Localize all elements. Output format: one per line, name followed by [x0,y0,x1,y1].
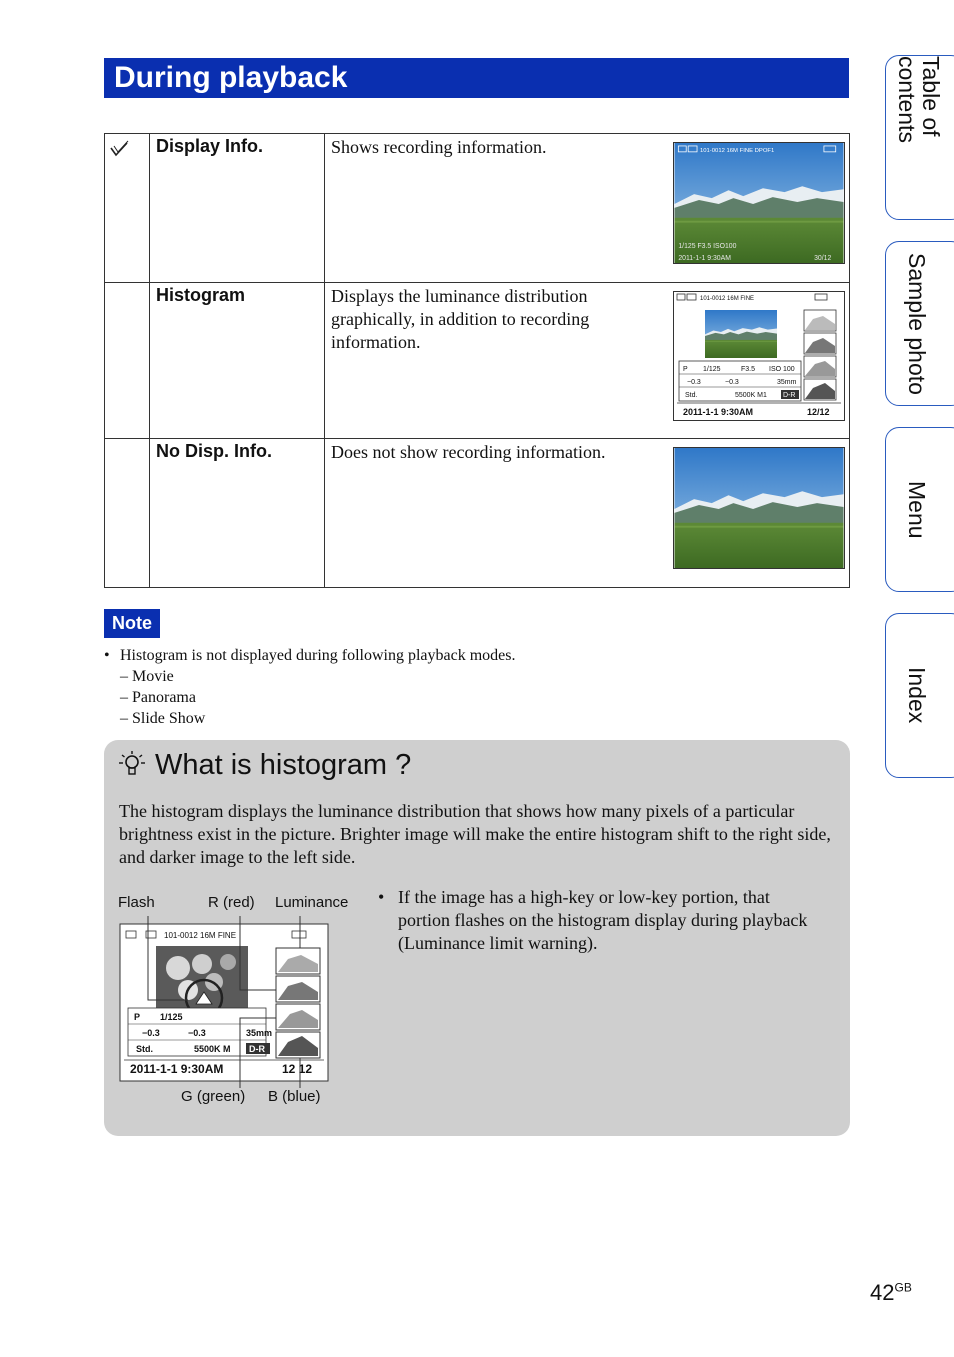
note-item: Panorama [132,689,196,706]
note-label: Note [104,609,160,638]
thumb1-datetime: 2011-1-1 9:30AM [678,255,731,263]
list-item: – Panorama [120,689,196,706]
thumb1-top-info: 101-0012 16M FINE DPOF1 [699,147,775,154]
figure-exposure-comp: −0.3 [142,1028,160,1038]
tab-table-of-contents[interactable] [885,55,954,220]
figure-creative-style: Std. [136,1044,153,1054]
table-row [105,439,850,588]
blue-label: B (blue) [268,1088,321,1105]
mode-name: Histogram [156,285,246,305]
thumb2-iso: ISO 100 [769,366,795,373]
table-row [105,283,850,439]
check-cell [105,439,150,588]
thumb2-exposure-comp: −0.3 [687,379,701,386]
check-cell [105,283,150,439]
table-row [105,134,850,283]
tip-bullet-text: If the image has a high-key or low-key portion, that portion flashes on the histogram display during playback (Luminance limit warning). [398,887,808,953]
tip-title: What is histogram ? [155,749,412,781]
note-item: Movie [132,668,174,685]
thumb2-aperture: F3.5 [741,366,756,373]
thumb2-focal-length: 35mm [777,379,797,386]
thumb2-creative-style: Std. [685,392,698,399]
checkmark-icon [105,134,149,164]
tip-bullet: • If the image has a high-key or low-key portion, that portion flashes on the histogram display during playback (Luminance limit warning). [378,887,808,953]
mode-name-cell [150,134,325,283]
figure-count: 12 12 [282,1062,313,1076]
mode-description-cell [325,283,850,439]
note-item: Slide Show [132,710,206,727]
tab-label: Menu [904,480,930,539]
note-bullet: • Histogram is not displayed during following playback modes. [104,647,516,664]
mode-name: Display Info. [156,136,264,156]
figure-white-balance: 5500K M [194,1044,231,1054]
thumb1-count: 30/12 [814,255,832,263]
thumb2-shutter: 1/125 [703,366,721,373]
display-info-thumbnail [673,142,845,264]
mode-name-cell [150,439,325,588]
figure-datetime: 2011-1-1 9:30AM [130,1062,224,1076]
thumb2-top-info: 101-0012 16M FINE [700,296,755,302]
lightbulb-icon [118,750,150,782]
tab-label: Sample photo [904,252,930,395]
thumb2-count: 12/12 [807,407,830,417]
check-cell [105,134,150,283]
thumb2-dro: D-R [783,392,796,399]
tab-menu[interactable] [885,427,954,592]
page-number [870,1280,912,1306]
mode-description: Shows recording information. [331,137,547,157]
tab-sample-photo[interactable] [885,241,954,406]
no-info-thumbnail [673,447,845,569]
tab-label: Table of contents [894,56,944,143]
thumb2-flash-comp: −0.3 [725,379,739,386]
mode-name-cell [150,283,325,439]
note-bullet-text: Histogram is not displayed during following playback modes. [120,647,516,664]
mode-description-cell [325,134,850,283]
thumb2-mode: P [683,366,688,373]
figure-shutter: 1/125 [160,1012,183,1022]
histogram-figure [118,912,332,1088]
list-item: – Movie [120,668,174,685]
luminance-label: Luminance [275,894,349,911]
figure-dro: D-R [249,1044,265,1054]
histogram-thumbnail [673,291,845,421]
figure-mode: P [134,1012,141,1022]
mode-name: No Disp. Info. [156,441,272,461]
page-number-suffix: GB [894,1280,912,1295]
list-item: – Slide Show [120,710,206,727]
thumb2-white-balance: 5500K M1 [735,392,767,399]
thumb1-exposure: 1/125 F3.5 ISO100 [678,243,737,251]
flash-label: Flash [118,894,155,911]
display-modes-table [104,133,850,588]
figure-focal-length: 35mm [246,1028,273,1038]
mode-description: Does not show recording information. [331,442,606,462]
figure-top-info: 101-0012 16M FINE [164,931,237,940]
page-number-value: 42 [870,1280,895,1305]
section-title: During playback [104,58,849,98]
red-label: R (red) [208,894,255,911]
thumb2-datetime: 2011-1-1 9:30AM [683,407,754,417]
mode-description-cell [325,439,850,588]
green-label: G (green) [181,1088,246,1105]
mode-description: Displays the luminance distribution graphically, in addition to recording information. [331,286,590,352]
tab-label: Index [904,667,930,724]
tip-body: The histogram displays the luminance distribution that shows how many pixels of a particular brightness exist in the picture. Brighter image will make the entire histogram shift to the right side, and darker image to the left side. [119,801,831,867]
figure-flash-comp: −0.3 [188,1028,206,1038]
tab-index[interactable] [885,613,954,778]
